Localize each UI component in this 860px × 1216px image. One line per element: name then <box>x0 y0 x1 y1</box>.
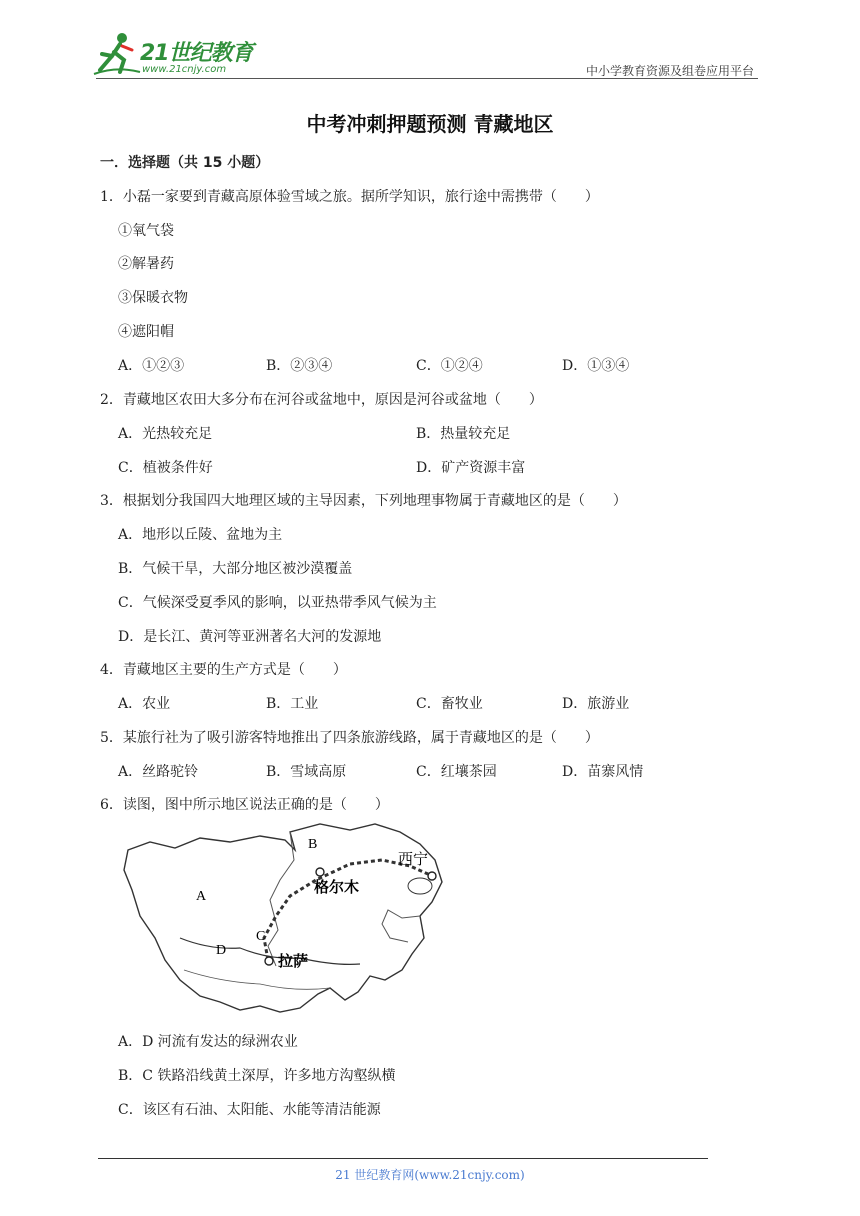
q1-item-1: ①氧气袋 <box>118 223 174 239</box>
logo-text: 21世纪教育 <box>140 41 253 66</box>
q2-option-c[interactable]: C．植被条件好 <box>118 460 213 476</box>
map-label-c: C <box>256 929 266 944</box>
map-svg <box>120 820 450 1020</box>
q5-option-d[interactable]: D．苗寨风情 <box>562 764 644 780</box>
q5-option-b[interactable]: B．雪域高原 <box>266 764 347 780</box>
q2-option-d[interactable]: D．矿产资源丰富 <box>416 460 526 476</box>
geermu-marker <box>316 868 324 876</box>
question-4-stem: 4．青藏地区主要的生产方式是（ ） <box>100 662 347 678</box>
runner-icon <box>92 30 142 76</box>
q3-option-b[interactable]: B．气候干旱，大部分地区被沙漠覆盖 <box>118 561 353 577</box>
q3-option-d[interactable]: D．是长江、黄河等亚洲著名大河的发源地 <box>118 629 382 645</box>
question-2-stem: 2．青藏地区农田大多分布在河谷或盆地中，原因是河谷或盆地（ ） <box>100 392 543 408</box>
region-outline <box>124 824 442 1012</box>
q1-option-b[interactable]: B．②③④ <box>266 358 333 374</box>
q4-option-b[interactable]: B．工业 <box>266 696 319 712</box>
q4-option-a[interactable]: A．农业 <box>118 696 171 712</box>
map-label-d: D <box>216 943 227 958</box>
question-6-stem: 6．读图，图中所示地区说法正确的是（ ） <box>100 797 389 813</box>
q1-item-3: ③保暖衣物 <box>118 290 188 306</box>
map-label-a: A <box>196 889 207 904</box>
question-1-stem: 1．小磊一家要到青藏高原体验雪域之旅。据所学知识，旅行途中需携带（ ） <box>100 189 599 205</box>
logo-url: www.21cnjy.com <box>142 64 227 75</box>
footer-divider <box>98 1158 708 1159</box>
map-label-lhasa: 拉萨 <box>278 952 309 970</box>
map-label-b: B <box>308 837 318 852</box>
q1-item-4: ④遮阳帽 <box>118 324 174 340</box>
q1-option-c[interactable]: C．①②④ <box>416 358 483 374</box>
q6-option-b[interactable]: B．C 铁路沿线黄土深厚，许多地方沟壑纵横 <box>118 1068 396 1084</box>
site-logo <box>92 30 262 80</box>
q3-option-c[interactable]: C．气候深受夏季风的影响，以亚热带季风气候为主 <box>118 595 437 611</box>
page-title: 中考冲刺押题预测 青藏地区 <box>306 112 554 136</box>
q1-option-a[interactable]: A．①②③ <box>118 358 185 374</box>
qinghai-tibet-map <box>120 820 450 1024</box>
q6-option-c[interactable]: C．该区有石油、太阳能、水能等清洁能源 <box>118 1102 381 1118</box>
q1-item-2: ②解暑药 <box>118 256 174 272</box>
footer-link[interactable]: 21 世纪教育网(www.21cnjy.com) <box>335 1168 525 1182</box>
q2-option-a[interactable]: A．光热较充足 <box>118 426 213 442</box>
question-3-stem: 3．根据划分我国四大地理区域的主导因素，下列地理事物属于青藏地区的是（ ） <box>100 493 627 509</box>
q6-option-a[interactable]: A．D 河流有发达的绿洲农业 <box>118 1034 298 1050</box>
xining-marker <box>428 872 436 880</box>
q4-option-c[interactable]: C．畜牧业 <box>416 696 483 712</box>
q5-option-a[interactable]: A．丝路驼铃 <box>118 764 199 780</box>
question-5-stem: 5．某旅行社为了吸引游客特地推出了四条旅游线路，属于青藏地区的是（ ） <box>100 730 599 746</box>
lhasa-marker <box>265 957 273 965</box>
q1-option-d[interactable]: D．①③④ <box>562 358 630 374</box>
platform-name: 中小学教育资源及组卷应用平台 <box>585 64 754 78</box>
q5-option-c[interactable]: C．红壤茶园 <box>416 764 497 780</box>
map-label-geermu: 格尔木 <box>314 878 360 896</box>
q2-option-b[interactable]: B．热量较充足 <box>416 426 511 442</box>
q3-option-a[interactable]: A．地形以丘陵、盆地为主 <box>118 527 283 543</box>
header-divider <box>96 78 758 79</box>
q4-option-d[interactable]: D．旅游业 <box>562 696 630 712</box>
section-heading: 一．选择题（共 15 小题） <box>100 155 270 171</box>
map-label-xining: 西宁 <box>398 850 429 868</box>
